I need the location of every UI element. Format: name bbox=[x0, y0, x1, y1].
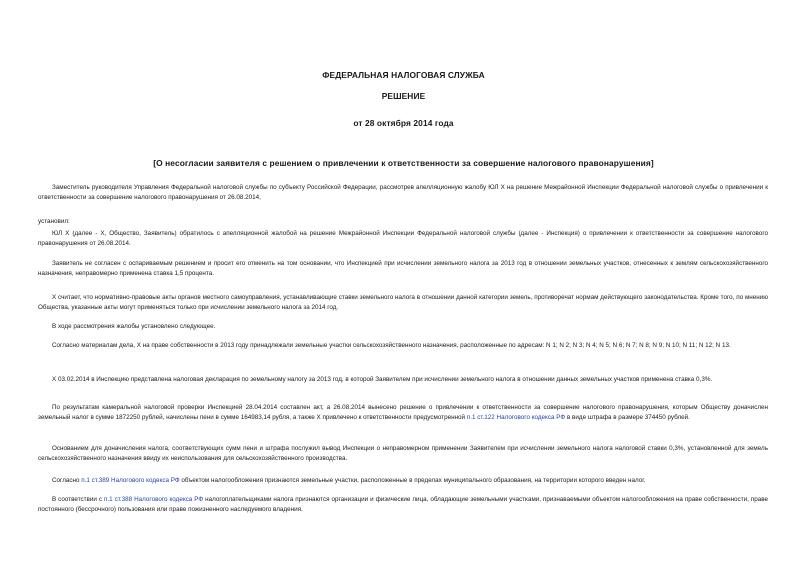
paragraph-appeal: ЮЛ Х (далее - Х, Общество, Заявитель) обратилось с апелляционной жалобой на решение Межрайонной Инспекции Федеральной налоговой службы (далее - Инспекция) о привлечении к ответственности за совершение налогового правонарушения от 26.08.2014. bbox=[38, 230, 768, 248]
paragraph-grounds: Основанием для доначисления налога, соответствующих сумм пени и штрафа послужил вывод Инспекции о неправомерном применении Заявителем при исчислении земельного налога налоговой ставки 0,3%, установленной для земель сельскохозяйственного назначения ввиду их неиспользования для сельскохозяйственного производства. bbox=[38, 445, 768, 463]
paragraph-disagreement: Заявитель не согласен с оспариваемым решением и просит его отменить на том основании, что Инспекцией при исчислении земельного налога за 2013 год в отношении земельных участков, отнесенных к землям сельскохозяйственного назначения, неправомерно применена ставка 1,5 процента. bbox=[38, 260, 768, 278]
paragraph-taxpayers-tail: налогоплательщиками налога признаются организации и физические лица, обладающие земельными участками, признаваемыми объектом налогообложения на праве собственности, праве постоянного (бессрочного) пользования или праве пожизненного наследуемого владения. bbox=[38, 496, 768, 514]
paragraph-declaration: Х 03.02.2014 в Инспекцию представлена налоговая декларация по земельному налогу за 2013 год, в которой Заявителем при исчислении земельного налога в отношении данных земельных участков применена ставка 0,3%. bbox=[52, 376, 713, 383]
paragraph-object-lead: Согласно bbox=[52, 477, 82, 484]
paragraph-position: Х считает, что нормативно-правовые акты органов местного самоуправления, устанавливающие ставки земельного налога в отношении данной категории земель, противоречат нормам действующего законодательства. Кроме того, по мнению Общества, указанные акты могут применяться только при исчислении земельного налога за 2014 год. bbox=[38, 294, 768, 312]
paragraph-audit bbox=[38, 403, 768, 423]
law-link-art389[interactable]: п.1 ст.389 Налогового кодекса РФ bbox=[81, 477, 180, 484]
paragraph-audit-tail: в виде штрафа в размере 374450 рублей. bbox=[565, 414, 690, 422]
paragraph-object-tail: объектом налогообложения признаются земельные участки, расположенные в пределах муниципального образования, на территории которого введен налог. bbox=[179, 477, 646, 484]
law-link-art388[interactable]: п.1 ст.388 Налогового кодекса РФ bbox=[103, 496, 204, 503]
paragraph-land-plots: Согласно материалам дела, Х на праве собственности в 2013 году принадлежали земельные участки сельскохозяйственного назначения, расположенные по адресам: N 1; N 2; N 3; N 4; N 5; N 6; N 7; N 8; N 9; N 10; N 11; N 12; N 13. bbox=[52, 342, 731, 349]
paragraph-audit-text: По результатам камеральной налоговой проверки Инспекцией 28.04.2014 составлен акт, а 26.08.2014 вынесено решение о привлечении к ответственности за совершение налогового правонарушения, которым Обществу доначислен земельный налог в сумме 1872250 рублей, начислены пени в сумме 164983,14 рубля, а также Х привлечено к ответственности предусмотренной bbox=[38, 404, 768, 422]
paragraph-taxpayers-lead: В соответствии с bbox=[52, 496, 104, 503]
law-link-art122[interactable]: п.1 ст.122 Налогового кодекса РФ bbox=[466, 414, 566, 422]
paragraph-established-label: установил: bbox=[38, 218, 70, 225]
document-type: РЕШЕНИЕ bbox=[381, 91, 426, 101]
agency-title: ФЕДЕРАЛЬНАЯ НАЛОГОВАЯ СЛУЖБА bbox=[322, 70, 485, 80]
paragraph-review: В ходе рассмотрения жалобы установлено следующее. bbox=[52, 323, 216, 330]
paragraph-intro: Заместитель руководителя Управления Федеральной налоговой службы по субъекту Российской Федерации, рассмотрев апелляционную жалобу ЮЛ Х на решение Межрайонной Инспекции Федеральной налоговой службы о привлечении к ответственности за совершение налогового правонарушения от 26.08.2014, bbox=[38, 184, 768, 202]
paragraph-taxpayers bbox=[38, 495, 768, 515]
document-date: от 28 октября 2014 года bbox=[353, 118, 454, 128]
document-subject: [О несогласии заявителя с решением о привлечении к ответственности за совершение налогового правонарушения] bbox=[153, 158, 654, 168]
paragraph-object bbox=[38, 476, 768, 486]
